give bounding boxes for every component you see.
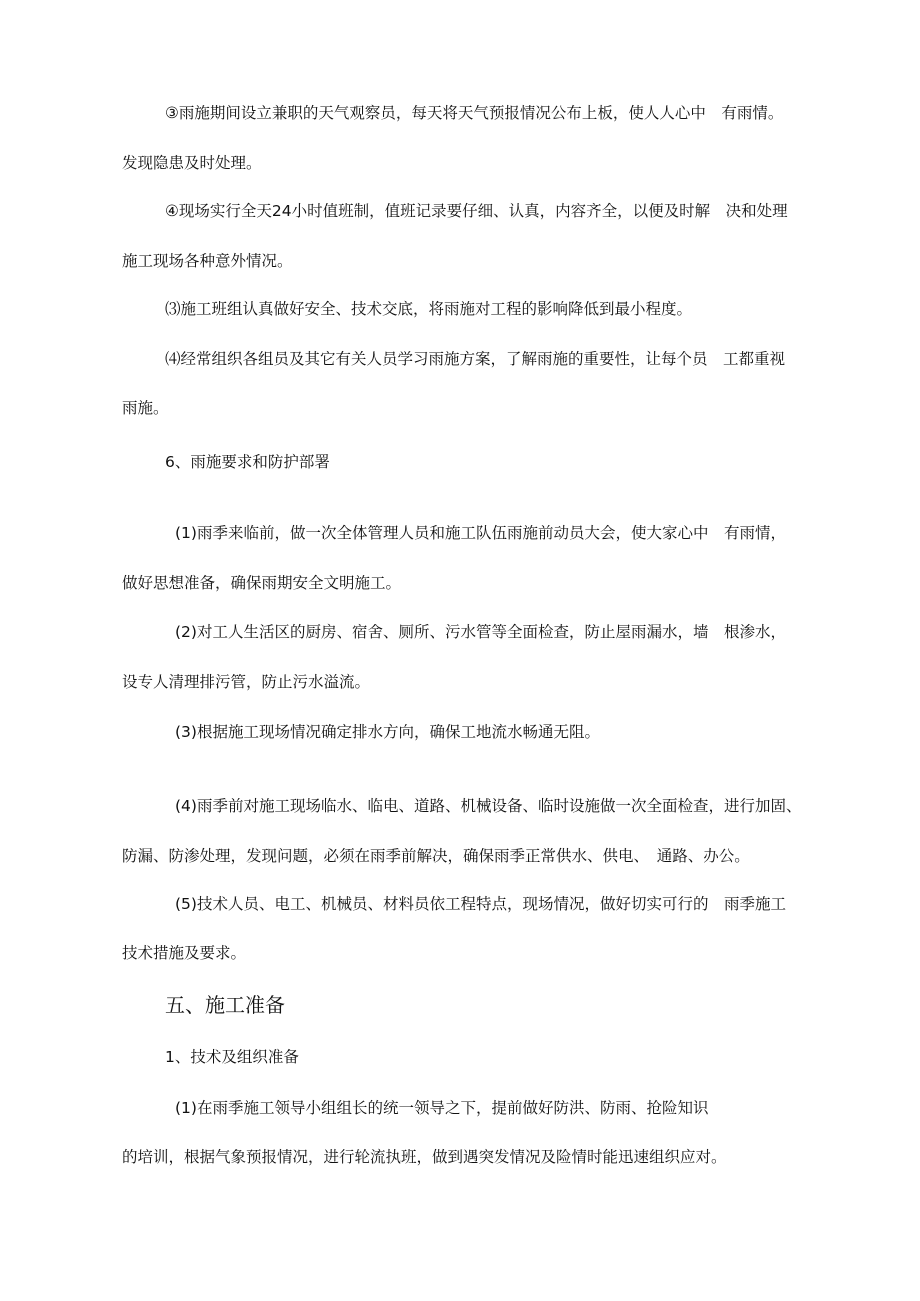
paragraph-duty-shift-line-1: ④现场实行全天24小时值班制，值班记录要仔细、认真，内容齐全，以便及时解 决和处理 — [165, 202, 788, 220]
paragraph-training-line-1: ⑷经常组织各组员及其它有关人员学习雨施方案，了解雨施的重要性，让每个员 工都重视 — [165, 350, 786, 368]
subsection-heading-1: 1、技术及组织准备 — [165, 1048, 299, 1066]
paragraph-weather-observer-line-1: ③雨施期间设立兼职的天气观察员，每天将天气预报情况公布上板，使人人心中 有雨情。 — [165, 104, 784, 122]
paragraph-prep-1-line-1: (1)在雨季施工领导小组组长的统一领导之下，提前做好防洪、防雨、抢险知识 — [175, 1099, 709, 1117]
paragraph-item-5-line-1: (5)技术人员、电工、机械员、材料员依工程特点，现场情况，做好切实可行的 雨季施工 — [175, 895, 786, 913]
paragraph-safety-briefing: ⑶施工班组认真做好安全、技术交底，将雨施对工程的影响降低到最小程度。 — [165, 300, 693, 318]
paragraph-item-4-line-2: 防漏、防渗处理，发现问题，必须在雨季前解决，确保雨季正常供水、供电、 通路、办公。 — [122, 847, 750, 865]
paragraph-prep-1-line-2: 的培训，根据气象预报情况，进行轮流执班，做到遇突发情况及险情时能迅速组织应对。 — [122, 1148, 727, 1166]
paragraph-weather-observer-line-2: 发现隐患及时处理。 — [122, 154, 262, 172]
paragraph-item-5-line-2: 技术措施及要求。 — [122, 944, 247, 962]
paragraph-item-1-line-2: 做好思想准备，确保雨期安全文明施工。 — [122, 574, 402, 592]
paragraph-item-4-line-1: (4)雨季前对施工现场临水、临电、道路、机械设备、临时设施做一次全面检查，进行加固、 — [175, 797, 802, 815]
paragraph-item-3: (3)根据施工现场情况确定排水方向，确保工地流水畅通无阻。 — [175, 723, 600, 741]
paragraph-item-2-line-2: 设专人清理排污管，防止污水溢流。 — [122, 673, 371, 691]
paragraph-item-1-line-1: (1)雨季来临前，做一次全体管理人员和施工队伍雨施前动员大会，使大家心中 有雨情， — [175, 524, 786, 542]
paragraph-item-2-line-1: (2)对工人生活区的厨房、宿舍、厕所、污水管等全面检查，防止屋雨漏水，墙 根渗水， — [175, 623, 786, 641]
section-heading-6: 6、雨施要求和防护部署 — [165, 453, 330, 471]
paragraph-training-line-2: 雨施。 — [122, 399, 169, 417]
section-heading-5: 五、施工准备 — [165, 993, 285, 1017]
paragraph-duty-shift-line-2: 施工现场各种意外情况。 — [122, 252, 293, 270]
